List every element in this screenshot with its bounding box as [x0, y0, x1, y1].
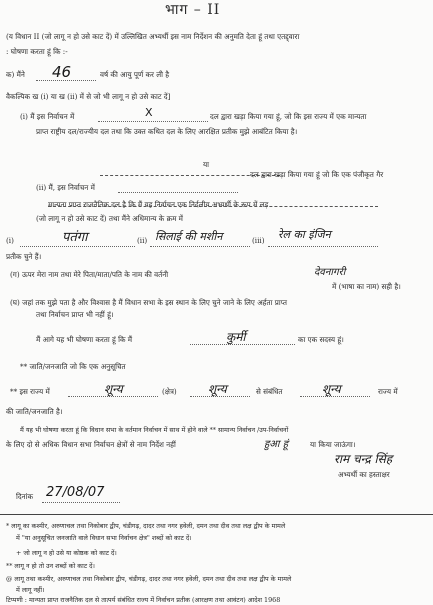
para-ii-line-2: मान्यता प्राप्त राजनैतिक दल है कि मैं यह निर्वाचन एक निर्दलीय अभ्यर्थी के रूप में लड़ — [48, 200, 269, 209]
declaration-handwritten: हुआ हूं — [264, 439, 289, 450]
symbol-2-line — [150, 246, 250, 247]
declaration-line-1: मैं यह भी घोषणा करता हूं कि विधान सभा के वर्तमान निर्वाचन में साथ में होने वाले ** सामान्य निर्वाचन /उप-निर्वाचनों — [20, 426, 289, 434]
footnote-1-line-2: में "या अनुसूचित जनजाति वाले विधान सभा निर्वाचन क्षेत्र" शब्दों को काट दें। — [16, 534, 192, 542]
footnote-3: ** लागू न हो तो उन शब्दों को काट दें। — [6, 562, 95, 570]
para-gh-line-2: तथा निर्वाचन प्राप्त भी नहीं हूं। — [36, 310, 114, 319]
para-g-end: में (भाषा का नाम) सही है। — [332, 282, 401, 291]
footnote-divider — [0, 514, 433, 515]
age-suffix: वर्ष की आयु पूर्ण कर ली है — [100, 70, 170, 79]
symbol-3-value: रेल का इंजिन — [278, 228, 331, 241]
symbol-3-label: (iii) — [252, 236, 265, 245]
footnote-4-line-2: में लागू नहीं। — [16, 586, 45, 594]
state-related-label: से संबंधित — [256, 387, 283, 396]
intro-line-1: (य विधान II (जो लागू न हो उसे काट दें) में उल्लिखित अभ्यर्थी इस नाम निर्देशन की अनुमति देता हूं तथा एतद्द्वारा — [6, 32, 300, 41]
caste-handwritten: कुर्मी — [226, 330, 246, 344]
para-i-line-2: प्राप्त राष्ट्रीय दल/राज्यीय दल तथा कि उक्त कथित दल के लिए आरक्षित प्रतीक मुझे आबंटित किया है। — [36, 127, 298, 136]
candidate-signature: राम चन्द्र सिंह — [334, 452, 393, 466]
caste-heading: ** जाति/जनजाति जो कि एक अनुसूचित — [20, 362, 126, 371]
state-start: ** इस राज्य में — [10, 387, 50, 396]
para-i-start: (i) मैं इस निर्वाचन में — [20, 112, 75, 121]
cross-mark: X — [145, 106, 153, 119]
symbols-suffix: प्रतीक चुने हैं। — [6, 252, 42, 261]
para-ii-right: दल द्वारा खड़ा किया गया हूं जो कि एक पंजीकृत गैर — [250, 170, 384, 179]
footnote-1-line-1: * लागू का कश्मीर, अरुणाचल तथा निकोबार द्वीप, चंडीगढ़, दादर तथा नगर हवेली, दमन तथा दीव तथा लक्ष द्वीप के मामले — [6, 522, 286, 530]
para-gh-line-1: (घ) जहां तक मुझे पता है और विश्वास है मैं विधान सभा के इस स्थान के लिए चुने जाने के लिए अर्हता प्राप्त — [10, 298, 288, 307]
declaration-line-2: के लिए दो से अधिक विधान सभा निर्वाचन क्षेत्रों से नाम निर्देश नहीं — [6, 440, 176, 449]
date-label: दिनांक — [16, 492, 34, 501]
page-title: भाग – II — [165, 2, 221, 18]
para-i-rest: दल द्वारा खड़ा किया गया हूं, जो कि इस राज्य में एक मान्यता — [210, 112, 367, 121]
footnote-4-line-1: @ लागू तथा कश्मीर, अरुणाचल तथा निकोबार द्वीप, चंडीगढ़, दादर तथा नगर हवेली, दमन तथा दीव तथा लक्ष द्वीप के मामले — [6, 575, 292, 583]
state-area-label: (क्षेत्र) — [162, 387, 177, 396]
declaration-line-2-end: या किया जाऊंगा। — [310, 440, 356, 449]
para-g: (ग) ऊपर मेरा नाम तथा मेरे पिता/माता/पति के नाम की वर्तनी — [10, 270, 169, 279]
optional-note: वैकल्पिक ख (i) या ख (ii) में से जो भी लागू न हो उसे काट दें] — [6, 92, 171, 101]
date-line — [42, 502, 120, 503]
party-line-i — [98, 121, 208, 122]
intro-line-2: : घोषणा करता हूं कि :- — [6, 47, 68, 56]
caste-declaration: मैं आगे यह भी घोषणा करता हूं कि मैं — [36, 335, 133, 344]
symbol-1-label: (i) — [6, 236, 14, 245]
para-ii-line-3: (जो लागू न हो उसे काट दें) तथा मैंने अधिमान्य के क्रम में — [36, 214, 183, 223]
para-ii-start: (ii) मैं, इस निर्वाचन में — [36, 183, 95, 192]
caste-tail: की जाति/जनजाति है। — [6, 407, 63, 416]
language-handwritten: देवनागरी — [314, 267, 346, 278]
age-label: क) मैंने — [6, 70, 25, 79]
symbol-2-value: सिलाई की मशीन — [155, 230, 223, 243]
party-line-ii — [118, 192, 238, 193]
symbol-3-line — [268, 246, 378, 247]
age-handwritten: 46 — [52, 63, 72, 81]
state-end: राज्य में — [378, 387, 398, 396]
state-handwritten-2: शून्य — [208, 382, 227, 396]
symbol-1-value: पतंगा — [62, 230, 88, 245]
state-handwritten-1: शून्य — [104, 382, 123, 396]
strike-line-2 — [48, 206, 378, 207]
date-handwritten: 27/08/07 — [46, 485, 105, 500]
state-handwritten-3: शून्य — [322, 382, 341, 396]
symbol-1-line — [20, 246, 135, 247]
footnote-5: टिप्पणी : मान्यता प्राप्त राजनैतिक दल से तात्पर्य संबंधित राज्य में निर्वाचन प्रतीक (आरक्षण तथा आवंटन) आदेश 1968 — [6, 596, 281, 604]
footnote-2: + जो लागू न हो उसे या कोष्ठक को काट दें। — [16, 549, 117, 557]
symbol-2-label: (ii) — [137, 236, 148, 245]
caste-declaration-end: का एक सदस्य हूं। — [298, 335, 344, 344]
or-separator: या — [203, 160, 210, 169]
signature-label: अभ्यर्थी का हस्ताक्षर — [338, 470, 390, 479]
